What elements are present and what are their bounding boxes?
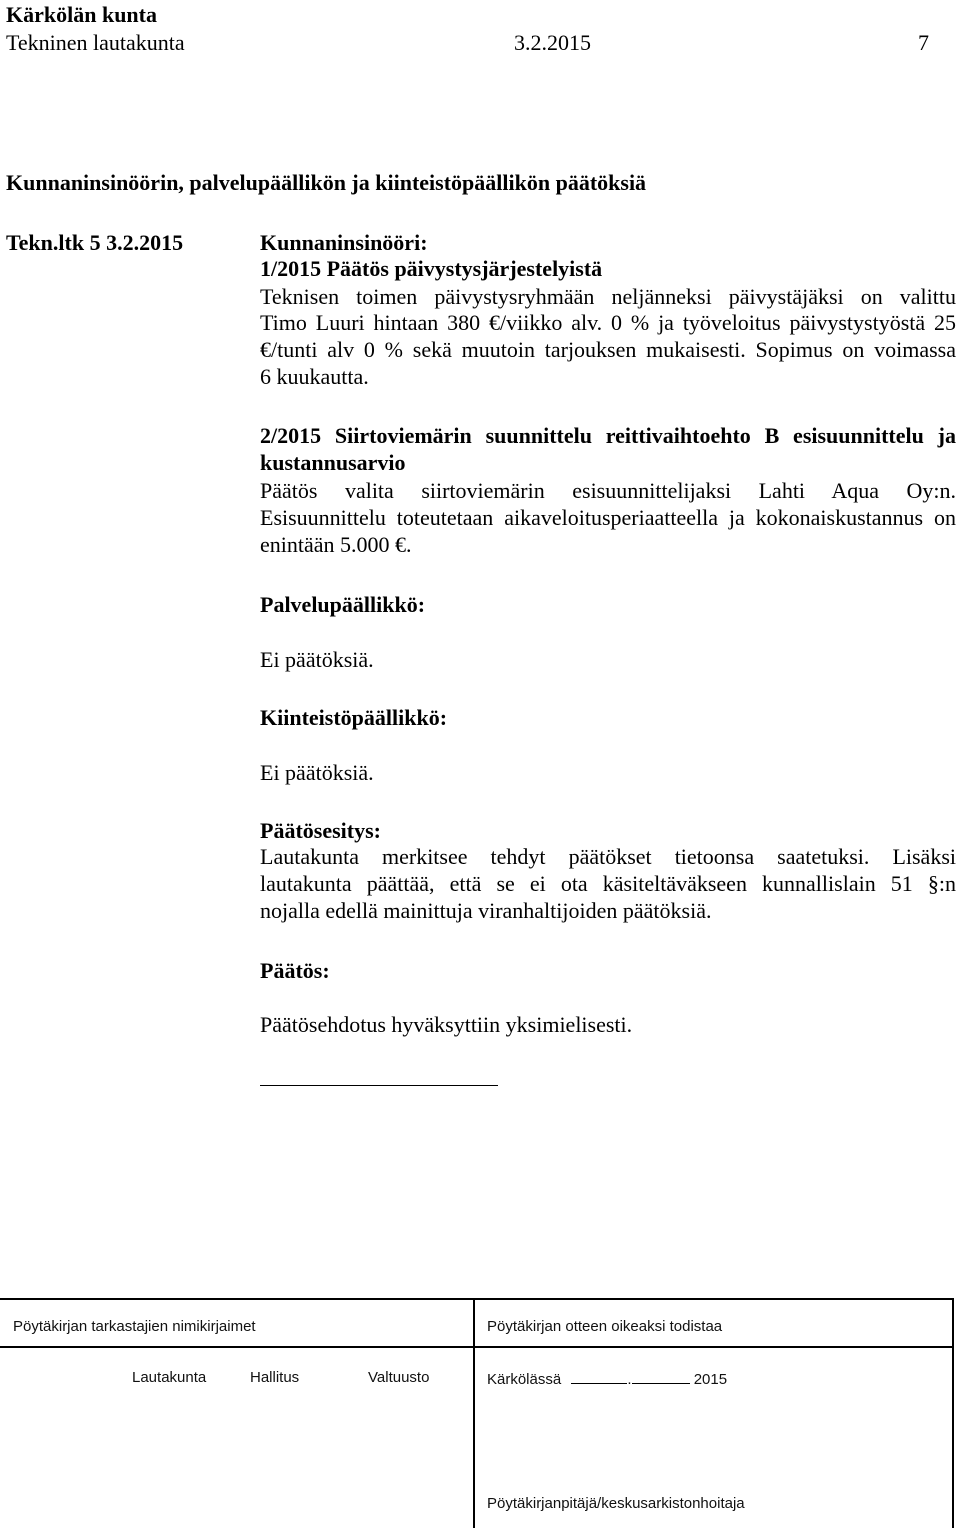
table-divider [0,1346,954,1348]
section-title: Kunnaninsinöörin, palvelupäällikön ja kiinteistöpäällikön päätöksiä [6,170,647,195]
property-manager-text: Ei päätöksiä. [260,760,374,785]
certified-copy-label: Pöytäkirjan otteen oikeaksi todistaa [487,1318,723,1335]
decision-1-line: Teknisen toimen päivystysryhmään neljänneksi päivystäjäksi on valittu [260,284,956,309]
inspectors-initials-label: Pöytäkirjan tarkastajien nimikirjaimet [13,1318,256,1335]
body-hallitus: Hallitus [250,1369,300,1386]
table-center-border [473,1298,475,1528]
day-blank [571,1369,627,1384]
decision-1-line: Timo Luuri hintaan 380 €/viikko alv. 0 % ja työveloitus päivystystyöstä 25 [260,310,956,335]
municipality-name: Kärkölän kunta [6,2,157,27]
decision-2-title: kustannusarvio [260,450,406,475]
decision-2-title: 2/2015 Siirtoviemärin suunnittelu reittivaihtoehto B esisuunnittelu ja [260,423,956,448]
decision-1-title: 1/2015 Päätös päivystysjärjestelyistä [260,256,603,281]
page-number: 7 [918,30,929,55]
service-manager-text: Ei päätöksiä. [260,647,374,672]
signature-line [260,1085,498,1086]
year: 2015 [693,1371,728,1388]
decision-1-line: €/tunti alv 0 % sekä muutoin tarjouksen mukaisesti. Sopimus on voimassa [260,337,956,362]
decision-1-line: 6 kuukautta. [260,364,369,389]
body-valtuusto: Valtuusto [368,1369,430,1386]
decision-text: Päätösehdotus hyväksyttiin yksimielisesti. [260,1012,633,1037]
proposal-line: lautakunta päättää, että se ei ota käsiteltäväkseen kunnallislain 51 §:n [260,871,956,896]
header-date: 3.2.2015 [514,30,591,55]
keeper-label: Pöytäkirjanpitäjä/keskusarkistonhoitaja [487,1495,745,1512]
decision-heading: Päätös: [260,958,330,983]
board-name: Tekninen lautakunta [6,30,185,55]
table-top-border [0,1298,954,1300]
body-lautakunta: Lautakunta [132,1369,207,1386]
proposal-line: Lautakunta merkitsee tehdyt päätökset tietoonsa saatetuksi. Lisäksi [260,844,956,869]
decision-2-line: Esisuunnittelu toteutetaan aikaveloitusperiaatteella ja kokonaiskustannus on [260,505,956,530]
decision-2-line: Päätös valita siirtoviemärin esisuunnittelijaksi Lahti Aqua Oy:n. [260,478,956,503]
item-reference: Tekn.ltk 5 3.2.2015 [6,230,184,255]
table-right-border [952,1298,954,1528]
engineer-heading: Kunnaninsinööri: [260,230,428,255]
decision-2-line: enintään 5.000 €. [260,532,412,557]
property-manager-heading: Kiinteistöpäällikkö: [260,705,448,730]
place-date-field [487,1369,727,1388]
month-blank [632,1369,690,1384]
proposal-line: nojalla edellä mainittuja viranhaltijoiden päätöksiä. [260,898,712,923]
service-manager-heading: Palvelupäällikkö: [260,592,426,617]
proposal-heading: Päätösesitys: [260,818,381,843]
date-separator: . [627,1371,632,1388]
place-name: Kärkölässä [487,1371,562,1388]
